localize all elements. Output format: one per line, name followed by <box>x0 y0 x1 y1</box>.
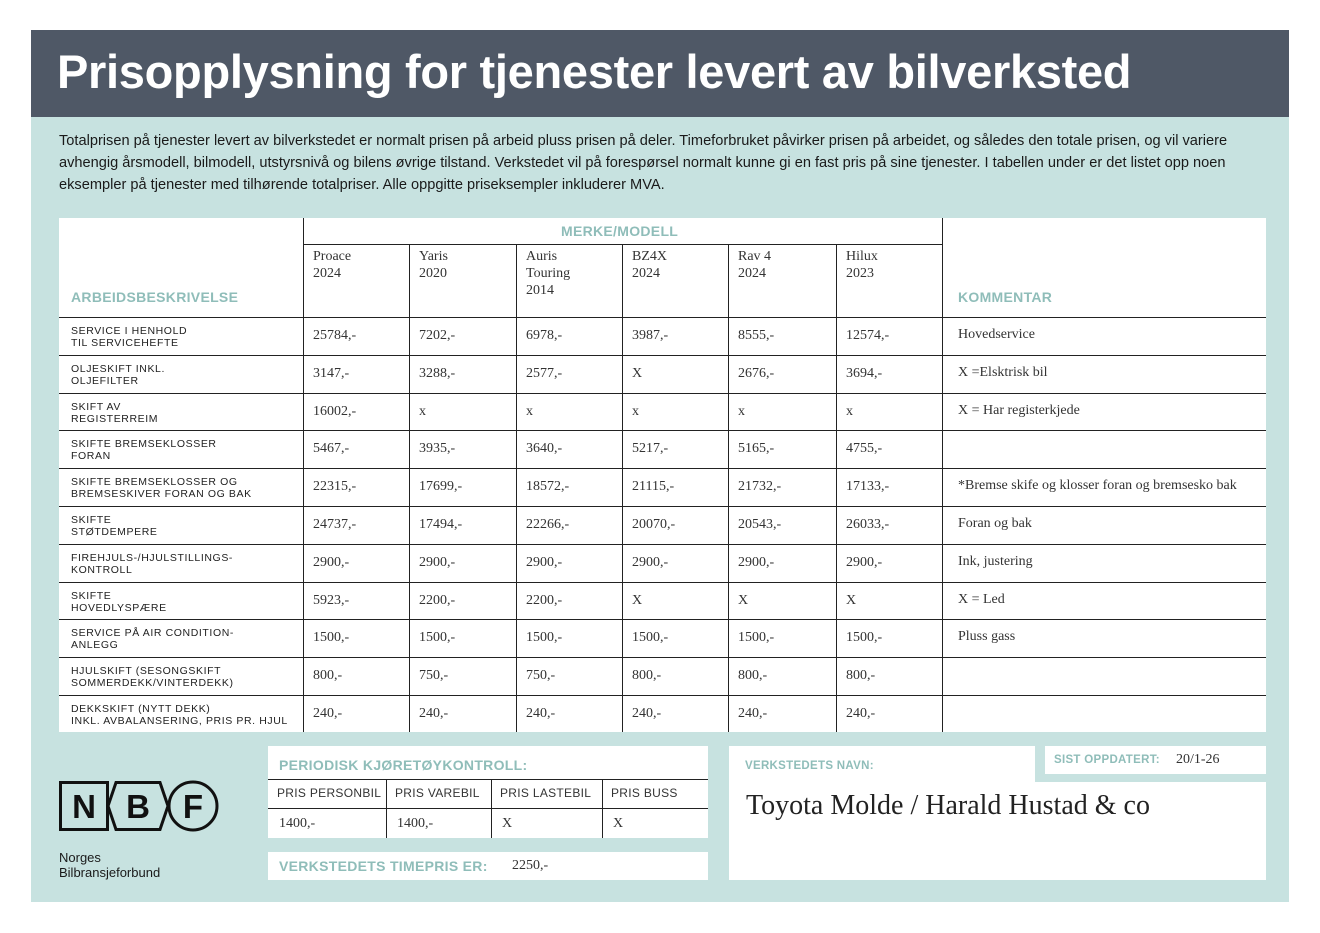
price-cell: x <box>419 404 426 419</box>
price-cell: 6978,- <box>526 328 563 343</box>
work-description: SERVICE PÅ AIR CONDITION- ANLEGG <box>71 627 234 651</box>
workshop-name-label: VERKSTEDETS NAVN: <box>745 760 874 772</box>
grid-hline <box>59 619 1266 620</box>
pkk-col-buss: PRIS BUSS <box>611 786 678 800</box>
price-cell: 800,- <box>738 668 768 683</box>
price-cell: 800,- <box>846 668 876 683</box>
price-cell: 3987,- <box>632 328 669 343</box>
work-description: HJULSKIFT (SESONGSKIFT SOMMERDEKK/VINTERDEKK) <box>71 665 234 689</box>
pkk-col-lastebil: PRIS LASTEBIL <box>500 786 592 800</box>
intro-text: Totalprisen på tjenester levert av bilverkstedet er normalt prisen på arbeid pluss prisen på deler. Timeforbruket påvirker prisen på arbeidet, og således den totale prisen, og vil variere avhengig årsmodell, bilmodell, utstyrsnivå og bilens øvrige tilstand. Verkstedet vil på forespørsel normalt kunne gi en fast pris på sine tjenester. I tabellen under er det listet opp noen eksempler på tjenester med tilhørende totalpriser. Alle oppgitte priseksempler inkluderer MVA. <box>59 133 1228 193</box>
logo-caption <box>59 850 160 880</box>
price-cell: 2900,- <box>846 555 883 570</box>
updated-label: SIST OPPDATERT: <box>1054 754 1160 766</box>
price-cell: 17133,- <box>846 479 890 494</box>
pkk-val-buss: X <box>613 816 624 831</box>
price-cell: 26033,- <box>846 517 890 532</box>
grid-hline <box>59 430 1266 431</box>
price-cell: 3694,- <box>846 366 883 381</box>
price-cell: 800,- <box>313 668 343 683</box>
price-cell: 22315,- <box>313 479 357 494</box>
price-cell: 21115,- <box>632 479 675 494</box>
price-cell: 2900,- <box>632 555 669 570</box>
logo-line-1: Norges <box>59 850 101 865</box>
price-cell: 20543,- <box>738 517 782 532</box>
work-description: OLJESKIFT INKL. OLJEFILTER <box>71 363 165 387</box>
price-cell: 240,- <box>632 706 662 721</box>
updated-box <box>1045 746 1266 774</box>
price-cell: 2577,- <box>526 366 563 381</box>
grid-hline <box>59 317 1266 318</box>
price-cell: 240,- <box>313 706 343 721</box>
work-description: SKIFTE BREMSEKLOSSER OG BREMSESKIVER FORAN OG BAK <box>71 476 252 500</box>
price-cell: 240,- <box>419 706 449 721</box>
logo-letter-b: B <box>126 788 150 825</box>
pkk-col-varebil: PRIS VAREBIL <box>395 786 480 800</box>
pkk-val-lastebil: X <box>502 816 513 831</box>
grid-hline <box>59 355 1266 356</box>
pkk-val-varebil: 1400,- <box>397 816 434 831</box>
price-cell: 2900,- <box>313 555 350 570</box>
price-cell: x <box>846 404 853 419</box>
price-cell: 24737,- <box>313 517 357 532</box>
price-cell: X <box>738 593 749 608</box>
comment-cell: X =Elsktrisk bil <box>958 365 1048 380</box>
price-cell: 1500,- <box>846 630 883 645</box>
price-cell: 2676,- <box>738 366 775 381</box>
grid-hline <box>59 393 1266 394</box>
price-cell: 17494,- <box>419 517 463 532</box>
updated-gap-bottom <box>1035 774 1266 782</box>
page-title: Prisopplysning for tjenester levert av bilverksted <box>57 45 1132 98</box>
price-cell: 800,- <box>632 668 662 683</box>
title-bar <box>31 30 1289 117</box>
logo-letter-n: N <box>72 788 96 825</box>
workshop-name: Toyota Molde / Harald Hustad & co <box>746 790 1150 821</box>
logo-line-2: Bilbransjeforbund <box>59 865 161 880</box>
work-description: DEKKSKIFT (NYTT DEKK) INKL. AVBALANSERING, PRIS PR. HJUL <box>71 703 288 727</box>
model-header: Hilux 2023 <box>846 249 878 281</box>
price-cell: 4755,- <box>846 441 883 456</box>
comment-cell: Pluss gass <box>958 629 1016 644</box>
grid-vline <box>942 218 943 732</box>
nbf-logo <box>59 780 223 838</box>
hourly-rate-label: VERKSTEDETS TIMEPRIS ER: <box>279 858 488 874</box>
models-header: MERKE/MODELL <box>561 223 679 239</box>
price-cell: 25784,- <box>313 328 357 343</box>
price-cell: X <box>846 593 857 608</box>
grid-hline <box>59 582 1266 583</box>
price-cell: X <box>632 366 643 381</box>
price-cell: 1500,- <box>419 630 456 645</box>
price-cell: 240,- <box>526 706 556 721</box>
price-cell: 3935,- <box>419 441 456 456</box>
price-cell: 8555,- <box>738 328 775 343</box>
work-description: FIREHJULS-/HJULSTILLINGS- KONTROLL <box>71 552 234 576</box>
price-cell: 3288,- <box>419 366 456 381</box>
work-description: SKIFTE HOVEDLYSPÆRE <box>71 590 167 614</box>
work-description: SKIFTE STØTDEMPERE <box>71 514 158 538</box>
price-cell: 5217,- <box>632 441 669 456</box>
price-cell: 18572,- <box>526 479 570 494</box>
work-description: SKIFTE BREMSEKLOSSER FORAN <box>71 438 217 462</box>
work-description: SERVICE I HENHOLD TIL SERVICEHEFTE <box>71 325 188 349</box>
price-cell: 5923,- <box>313 593 350 608</box>
comment-cell: X = Har registerkjede <box>958 403 1080 418</box>
hourly-rate-box <box>268 852 708 880</box>
model-header: Auris Touring 2014 <box>526 249 571 298</box>
model-header: Yaris 2020 <box>419 249 448 281</box>
comment-cell: X = Led <box>958 592 1005 607</box>
work-description: SKIFT AV REGISTERREIM <box>71 401 159 425</box>
updated-gap-edge <box>1035 782 1266 783</box>
price-cell: X <box>632 593 643 608</box>
price-cell: 1500,- <box>632 630 669 645</box>
work-header: ARBEIDSBESKRIVELSE <box>71 289 239 305</box>
price-cell: x <box>738 404 745 419</box>
price-sheet <box>31 30 1289 902</box>
pkk-val-personbil: 1400,- <box>279 816 316 831</box>
model-header: BZ4X 2024 <box>632 249 667 281</box>
price-cell: 3640,- <box>526 441 563 456</box>
grid-hline <box>59 657 1266 658</box>
comment-cell: Foran og bak <box>958 516 1032 531</box>
price-cell: 21732,- <box>738 479 782 494</box>
price-cell: 2200,- <box>419 593 456 608</box>
price-cell: 1500,- <box>313 630 350 645</box>
logo-letter-f: F <box>182 788 204 825</box>
comment-header: KOMMENTAR <box>958 289 1053 305</box>
price-cell: 7202,- <box>419 328 456 343</box>
updated-date: 20/1-26 <box>1176 752 1220 767</box>
price-cell: x <box>632 404 639 419</box>
price-cell: 240,- <box>846 706 876 721</box>
price-cell: 1500,- <box>526 630 563 645</box>
price-cell: 2900,- <box>526 555 563 570</box>
price-cell: 3147,- <box>313 366 350 381</box>
grid-hline <box>59 695 1266 696</box>
price-cell: 240,- <box>738 706 768 721</box>
grid-hline <box>303 244 942 245</box>
price-cell: 5165,- <box>738 441 775 456</box>
price-cell: 750,- <box>419 668 449 683</box>
price-cell: 2900,- <box>738 555 775 570</box>
model-header: Rav 4 2024 <box>738 249 772 281</box>
comment-cell: Ink, justering <box>958 554 1033 569</box>
grid-hline <box>59 506 1266 507</box>
price-cell: 2900,- <box>419 555 456 570</box>
pkk-title: PERIODISK KJØRETØYKONTROLL: <box>279 757 528 773</box>
grid-vline <box>303 218 304 732</box>
comment-cell: *Bremse skife og klosser foran og bremsesko bak <box>958 478 1237 493</box>
price-cell: 22266,- <box>526 517 570 532</box>
comment-cell: Hovedservice <box>958 327 1035 342</box>
grid-hline <box>59 468 1266 469</box>
price-cell: 12574,- <box>846 328 890 343</box>
price-cell: 5467,- <box>313 441 350 456</box>
model-header: Proace 2024 <box>313 249 352 281</box>
grid-hline <box>59 544 1266 545</box>
price-cell: 1500,- <box>738 630 775 645</box>
price-cell: 20070,- <box>632 517 676 532</box>
price-cell: 17699,- <box>419 479 463 494</box>
pkk-col-personbil: PRIS PERSONBIL <box>277 786 382 800</box>
price-table <box>59 218 1266 732</box>
price-cell: 2200,- <box>526 593 563 608</box>
pkk-box <box>268 746 708 838</box>
hourly-rate-value: 2250,- <box>512 858 549 873</box>
price-cell: x <box>526 404 533 419</box>
price-cell: 16002,- <box>313 404 357 419</box>
price-cell: 750,- <box>526 668 556 683</box>
